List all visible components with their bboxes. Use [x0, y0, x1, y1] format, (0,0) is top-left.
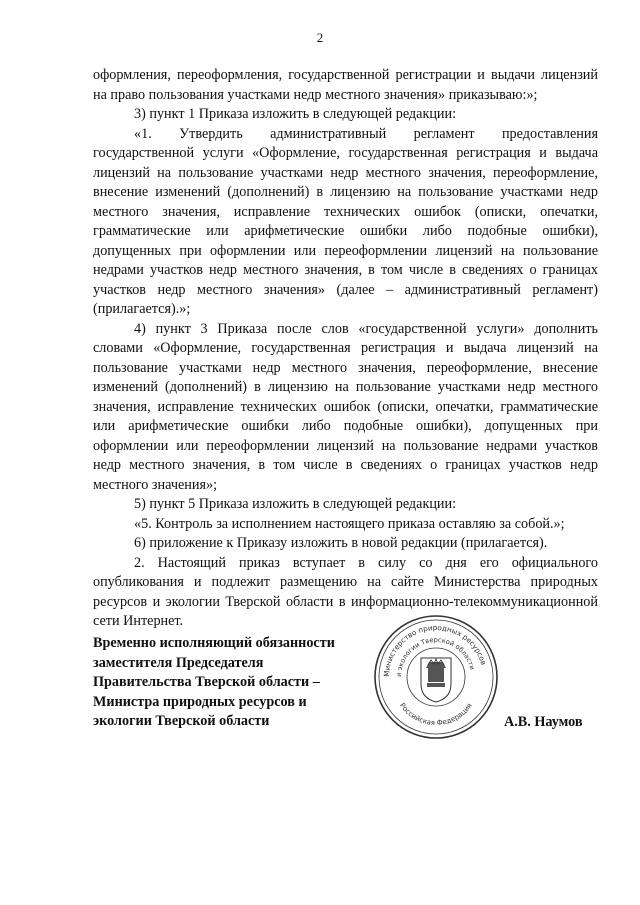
coat-of-arms-emblem: [421, 658, 451, 702]
signature-title-line: экологии Тверской области: [93, 713, 270, 729]
svg-text:Министерство природных ресурсо: Министерство природных ресурсов: [381, 622, 489, 678]
signature-title-line: заместителя Председателя: [93, 654, 264, 671]
paragraph-section-2: 2. Настоящий приказ вступает в силу со дня его официального опубликования и подлежит размещению на сайте Министерства природных ресурсов и экологии Тверской области в информационно-телекоммуникационной сети Интернет.: [93, 554, 598, 629]
paragraph-item-6: 6) приложение к Приказу изложить в новой редакции (прилагается).: [134, 535, 548, 551]
paragraph-item-5-text: «5. Контроль за исполнением настоящего приказа оставляю за собой.»;: [134, 515, 565, 532]
signer-name: А.В. Наумов: [504, 714, 583, 730]
svg-text:и экологии Тверской области: и экологии Тверской области: [394, 635, 477, 678]
svg-text:Российская Федерация: Российская Федерация: [398, 701, 474, 728]
paragraph-item-3: 3) пункт 1 Приказа изложить в следующей редакции:: [134, 106, 457, 122]
document-body: [93, 66, 598, 632]
official-seal: [371, 612, 501, 742]
signature-title-line: Министра природных ресурсов и: [93, 693, 307, 710]
paragraph-item-4: 4) пункт 3 Приказа после слов «государственной услуги» дополнить словами «Оформление, государственная регистрация и выдача лицензий на пользование участками недр местного значения, переоформление, внесение изменений (дополнений) в лицензию на пользование участками недр местного значения, исправление технических ошибок (описки, опечатки, грамматические или арифметические ошибки либо подобные ошибки), допущенных при оформлении или переоформлении лицензий на пользование недрами участков недр местного значения, в том числе в сведениях о границах участков недр местного значения»;: [93, 320, 598, 493]
signature-title-line: Временно исполняющий обязанности: [93, 635, 335, 651]
page-number: 2: [316, 30, 324, 45]
paragraph-item-3-text: «1. Утвердить административный регламент предоставления государственной услуги «Оформление, государственная регистрация и выдача лицензий на пользование участками недр местного значения, переоформление, внесение изменений (дополнений) в лицензию на пользование участками недр местного значения, исправление технических ошибок (описки, опечатки, грамматические или арифметические ошибки либо подобные ошибки), допущенных при оформлении или переоформлении лицензий на пользование недрами участков недр местного значения, в том числе в сведениях о границах участков недр местного значения» (далее – административный регламент) (прилагается).»;: [93, 125, 598, 317]
signature-title-line: Правительства Тверской области –: [93, 674, 320, 690]
paragraph-item-5: 5) пункт 5 Приказа изложить в следующей редакции:: [134, 496, 457, 512]
paragraph-continuation: оформления, переоформления, государственной регистрации и выдачи лицензий на право пользования участками недр местного значения» приказываю:»;: [93, 67, 598, 103]
signature-title: [93, 634, 373, 732]
